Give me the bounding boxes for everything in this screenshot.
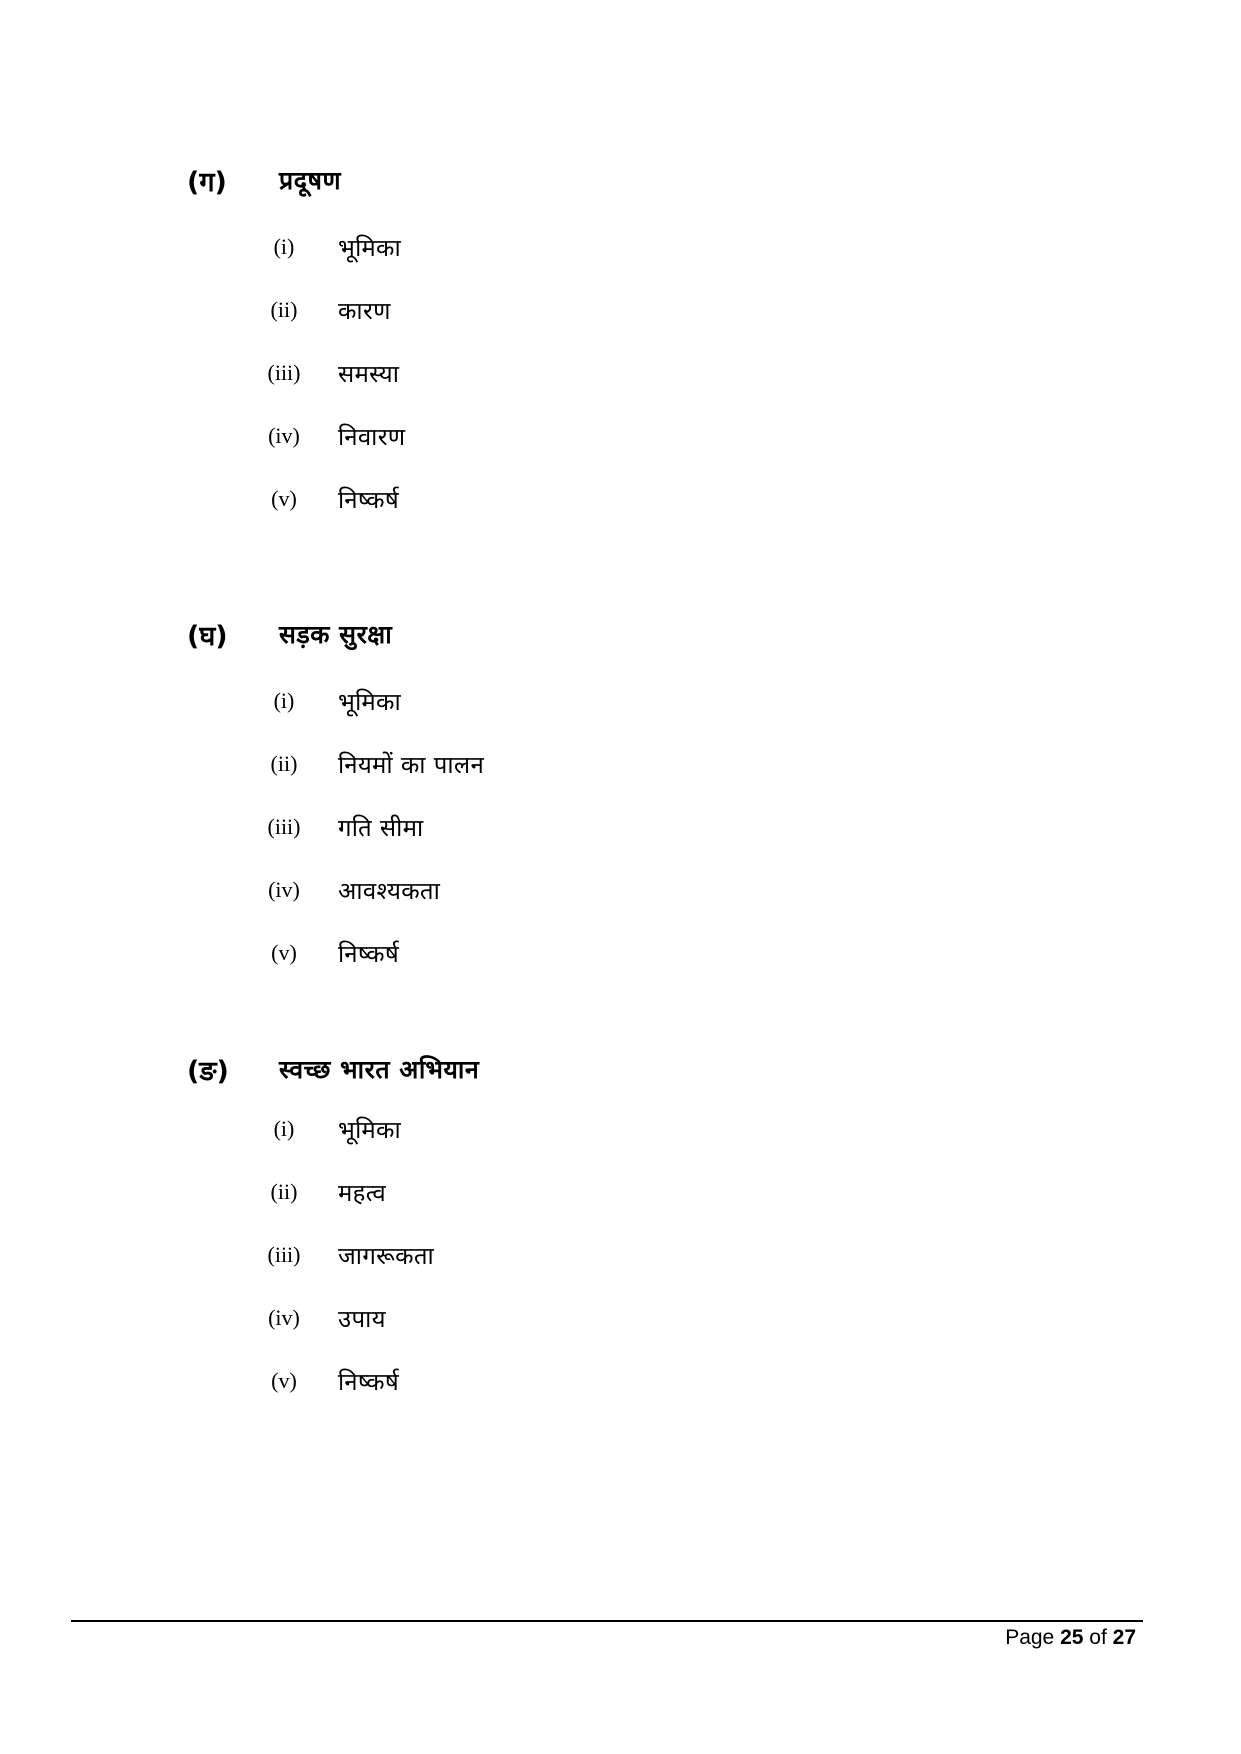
item-text: भूमिका xyxy=(338,687,401,716)
item-text: भूमिका xyxy=(338,1115,401,1144)
list-item xyxy=(0,1111,1241,1147)
list-item xyxy=(0,1237,1241,1273)
item-number: (v) xyxy=(271,1368,297,1393)
item-number: (iii) xyxy=(267,814,301,839)
item-text: भूमिका xyxy=(338,233,401,262)
item-text: कारण xyxy=(338,296,391,325)
footer-divider xyxy=(71,1620,1143,1622)
item-number: (iv) xyxy=(268,423,300,448)
section-title: स्वच्छ भारत अभियान xyxy=(279,1055,480,1084)
section-title: प्रदूषण xyxy=(279,166,342,195)
section-title: सड़क सुरक्षा xyxy=(279,620,393,649)
list-item xyxy=(0,418,1241,454)
item-text: आवश्यकता xyxy=(338,876,441,905)
list-item xyxy=(0,872,1241,908)
item-number: (ii) xyxy=(270,297,298,322)
page-number xyxy=(1005,1626,1136,1650)
item-number: (iv) xyxy=(268,877,300,902)
section-letter: (घ) xyxy=(187,620,228,652)
item-text: नियमों का पालन xyxy=(338,750,485,779)
list-item xyxy=(0,809,1241,845)
list-item xyxy=(0,229,1241,265)
list-item xyxy=(0,292,1241,328)
list-item xyxy=(0,746,1241,782)
item-text: निष्कर्ष xyxy=(338,1367,400,1396)
page-of: of xyxy=(1089,1626,1107,1649)
section-heading xyxy=(187,614,392,654)
item-text: महत्व xyxy=(338,1178,386,1207)
item-number: (iii) xyxy=(267,360,301,385)
item-number: (iii) xyxy=(267,1242,301,1267)
total-pages: 27 xyxy=(1112,1626,1136,1649)
section-letter: (ग) xyxy=(187,166,227,198)
list-item xyxy=(0,1300,1241,1336)
section-letter: (ङ) xyxy=(187,1055,229,1087)
list-item xyxy=(0,1174,1241,1210)
item-text: निष्कर्ष xyxy=(338,485,400,514)
item-text: जागरूकता xyxy=(338,1241,435,1270)
item-number: (v) xyxy=(271,486,297,511)
item-text: उपाय xyxy=(338,1304,386,1333)
section-heading xyxy=(187,1049,479,1089)
item-number: (v) xyxy=(271,940,297,965)
section-heading xyxy=(187,160,341,200)
item-number: (i) xyxy=(273,234,295,259)
list-item xyxy=(0,935,1241,971)
list-item xyxy=(0,683,1241,719)
item-number: (ii) xyxy=(270,1179,298,1204)
item-number: (ii) xyxy=(270,751,298,776)
item-number: (iv) xyxy=(268,1305,300,1330)
current-page: 25 xyxy=(1060,1626,1084,1649)
page-prefix: Page xyxy=(1005,1626,1055,1649)
list-item xyxy=(0,355,1241,391)
item-number: (i) xyxy=(273,688,295,713)
item-text: गति सीमा xyxy=(338,813,424,842)
item-text: निष्कर्ष xyxy=(338,939,400,968)
item-text: समस्या xyxy=(338,359,400,388)
list-item xyxy=(0,1363,1241,1399)
item-number: (i) xyxy=(273,1116,295,1141)
item-text: निवारण xyxy=(338,422,406,451)
list-item xyxy=(0,481,1241,517)
